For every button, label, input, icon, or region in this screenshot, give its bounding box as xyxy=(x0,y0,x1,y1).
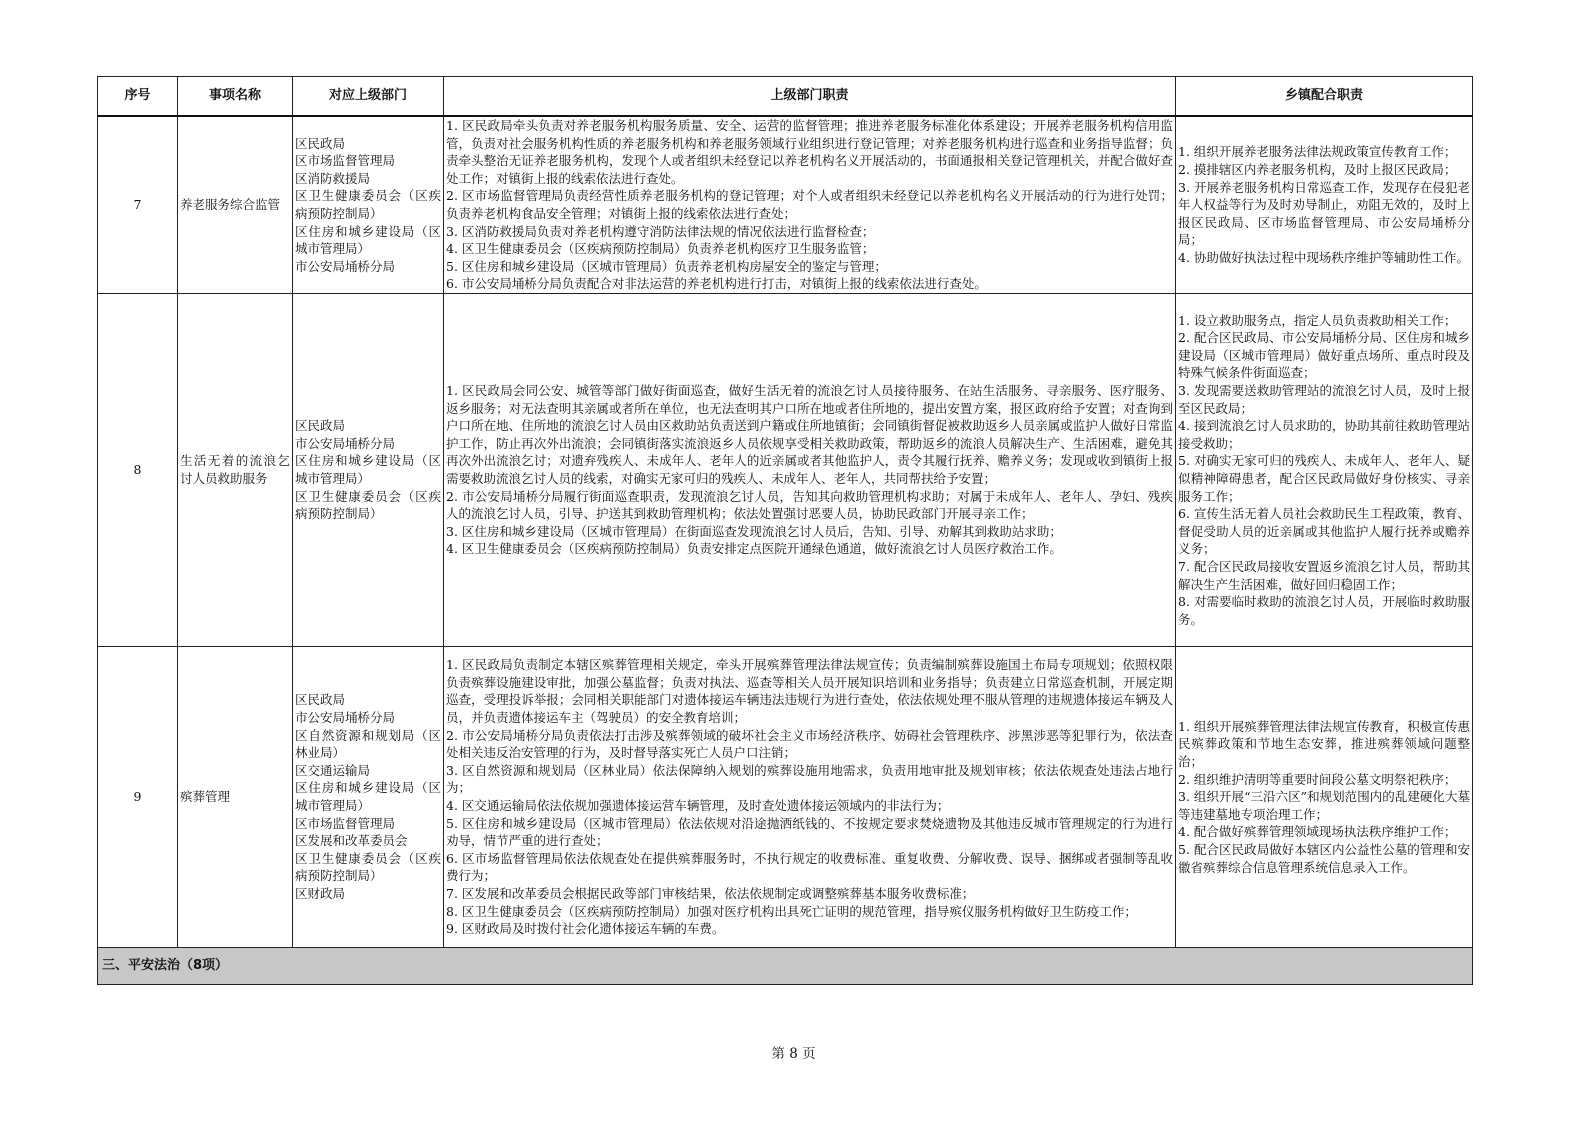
header-dept: 对应上级部门 xyxy=(293,77,444,117)
town-duties: 1. 组织开展殡葬管理法律法规宣传教育，积极宣传惠民殡葬政策和节地生态安葬，推进殡葬领域问题整治； 2. 组织维护清明等重要时间段公墓文明祭祀秩序； 3. 组织开展“三沿六区”和规划范围内的乱建硬化大墓等违建墓地专项治理工作； 4. 配合做好殡葬管理领域现场执法秩序维护工作； 5. 配合区民政局做好本辖区内公益性公墓的管理和安徽省殡葬综合信息管理系统信息录入工作。 xyxy=(1176,646,1473,947)
item-name: 生活无着的流浪乞讨人员救助服务 xyxy=(178,293,293,646)
table-header-row xyxy=(98,77,1473,117)
table-row xyxy=(98,116,1473,293)
duty-table xyxy=(97,76,1473,985)
section-title: 三、平安法治（8项） xyxy=(98,947,1473,984)
row-number: 9 xyxy=(98,646,178,947)
header-town-duties: 乡镇配合职责 xyxy=(1176,77,1473,117)
town-duties: 1. 组织开展养老服务法律法规政策宣传教育工作； 2. 摸排辖区内养老服务机构，及时上报区民政局； 3. 开展养老服务机构日常巡查工作，发现存在侵犯老年人权益等行为及时劝导制止，劝阻无效的，及时上报区民政局、区市场监督管理局、市公安局埇桥分局； 4. 协助做好执法过程中现场秩序维护等辅助性工作。 xyxy=(1176,116,1473,293)
header-dept-duties: 上级部门职责 xyxy=(444,77,1176,117)
dept-list: 区民政局 市公安局埇桥分局 区自然资源和规划局（区林业局） 区交通运输局 区住房和城乡建设局（区城市管理局） 区市场监督管理局 区发展和改革委员会 区卫生健康委员会（区疾病预防控制局） 区财政局 xyxy=(293,646,444,947)
dept-duties: 1. 区民政局会同公安、城管等部门做好街面巡查，做好生活无着的流浪乞讨人员接待服务、在站生活服务、寻亲服务、医疗服务、返乡服务；对无法查明其亲属或者所在单位，也无法查明其户口所在地或者住所地的，提出安置方案，报区政府给予安置；对查询到户口所在地、住所地的流浪乞讨人员由区救助站负责送到户籍或住所地镇街；会同镇街督促被救助返乡人员亲属或监护人做好日常监护工作，防止再次外出流浪；会同镇街落实流浪返乡人员依规享受相关救助政策，帮助返乡的流浪人员解决生产、生活困难，避免其再次外出流浪乞讨；对遗弃残疾人、未成年人、老年人的近亲属或者其他监护人，责令其履行抚养、赡养义务；发现或收到镇街上报需要救助流浪乞讨人员的线索，对确实无家可归的残疾人、未成年人、老年人，共同帮扶给予安置； 2. 市公安局埇桥分局履行街面巡查职责，发现流浪乞讨人员，告知其向救助管理机构求助；对属于未成年人、老年人、孕妇、残疾人的流浪乞讨人员，引导、护送其到救助管理机构；依法处置强讨恶要人员，协助民政部门开展寻亲工作； 3. 区住房和城乡建设局（区城市管理局）在街面巡查发现流浪乞讨人员后，告知、引导、劝解其到救助站求助； 4. 区卫生健康委员会（区疾病预防控制局）负责安排定点医院开通绿色通道，做好流浪乞讨人员医疗救治工作。 xyxy=(444,293,1176,646)
dept-duties: 1. 区民政局负责制定本辖区殡葬管理相关规定，牵头开展殡葬管理法律法规宣传；负责编制殡葬设施国土布局专项规划；依照权限负责殡葬设施建设审批，加强公墓监督；负责对执法、巡查等相关人员开展知识培训和业务指导；负责建立日常巡查机制，开展定期巡查，受理投诉举报；会同相关职能部门对遗体接运车辆违法违规行为进行查处，依法依规处理不服从管理的违规遗体接运车辆及人员，并负责遗体接运车主（驾驶员）的安全教育培训； 2. 市公安局埇桥分局负责依法打击涉及殡葬领域的破坏社会主义市场经济秩序、妨碍社会管理秩序、涉黑涉恶等犯罪行为，依法查处相关违反治安管理的行为，及时督导落实死亡人员户口注销； 3. 区自然资源和规划局（区林业局）依法保障纳入规划的殡葬设施用地需求，负责用地审批及规划审核；依法依规查处违法占地行为； 4. 区交通运输局依法依规加强遗体接运营车辆管理，及时查处遗体接运领域内的非法行为； 5. 区住房和城乡建设局（区城市管理局）依法依规对沿途抛洒纸钱的、不按规定要求焚烧遗物及其他违反城市管理规定的行为进行劝导，情节严重的进行查处； 6. 区市场监督管理局依法依规查处在提供殡葬服务时，不执行规定的收费标准、重复收费、分解收费、误导、捆绑或者强制等乱收费行为； 7. 区发展和改革委员会根据民政等部门审核结果，依法依规制定或调整殡葬基本服务收费标准； 8. 区卫生健康委员会（区疾病预防控制局）加强对医疗机构出具死亡证明的规范管理，指导殡仪服务机构做好卫生防疫工作； 9. 区财政局及时拨付社会化遗体接运车辆的车费。 xyxy=(444,646,1176,947)
row-number: 8 xyxy=(98,293,178,646)
town-duties: 1. 设立救助服务点，指定人员负责救助相关工作； 2. 配合区民政局、市公安局埇桥分局、区住房和城乡建设局（区城市管理局）做好重点场所、重点时段及特殊气候条件街面巡查； 3. 发现需要送救助管理站的流浪乞讨人员，及时上报至区民政局； 4. 接到流浪乞讨人员求助的，协助其前往救助管理站接受救助； 5. 对确实无家可归的残疾人、未成年人、老年人、疑似精神障碍患者，配合区民政局做好身份核实、寻亲服务工作； 6. 宣传生活无着人员社会救助民生工程政策，教育、督促受助人员的近亲属或其他监护人履行抚养或赡养义务； 7. 配合区民政局接收安置返乡流浪乞讨人员，帮助其解决生产生活困难，做好回归稳固工作； 8. 对需要临时救助的流浪乞讨人员，开展临时救助服务。 xyxy=(1176,293,1473,646)
page-number: 第 8 页 xyxy=(771,1046,816,1062)
row-number: 7 xyxy=(98,116,178,293)
section-header-row xyxy=(98,947,1473,984)
item-name: 殡葬管理 xyxy=(178,646,293,947)
item-name: 养老服务综合监管 xyxy=(178,116,293,293)
header-no: 序号 xyxy=(98,77,178,117)
dept-list: 区民政局 区市场监督管理局 区消防救援局 区卫生健康委员会（区疾病预防控制局） 区住房和城乡建设局（区城市管理局） 市公安局埇桥分局 xyxy=(293,116,444,293)
table-row xyxy=(98,293,1473,646)
dept-duties: 1. 区民政局牵头负责对养老服务机构服务质量、安全、运营的监督管理；推进养老服务标准化体系建设；开展养老服务机构信用监管，负责对社会服务机构性质的养老服务机构和养老服务领域行业组织进行登记管理；对养老服务机构进行巡查和业务指导监督；负责牵头整治无证养老服务机构，发现个人或者组织未经登记以养老机构名义开展活动的，书面通报相关登记管理机关，并配合做好查处工作；对镇街上报的线索依法进行查处。 2. 区市场监督管理局负责经营性质养老服务机构的登记管理；对个人或者组织未经登记以养老机构名义开展活动的行为进行处罚；负责养老机构食品安全管理；对镇街上报的线索依法进行查处； 3. 区消防救援局负责对养老机构遵守消防法律法规的情况依法进行监督检查； 4. 区卫生健康委员会（区疾病预防控制局）负责养老机构医疗卫生服务监管； 5. 区住房和城乡建设局（区城市管理局）负责养老机构房屋安全的鉴定与管理； 6. 市公安局埇桥分局负责配合对非法运营的养老机构进行打击，对镇街上报的线索依法进行查处。 xyxy=(444,116,1176,293)
table-row xyxy=(98,646,1473,947)
header-item-name: 事项名称 xyxy=(178,77,293,117)
dept-list: 区民政局 市公安局埇桥分局 区住房和城乡建设局（区城市管理局） 区卫生健康委员会（区疾病预防控制局） xyxy=(293,293,444,646)
